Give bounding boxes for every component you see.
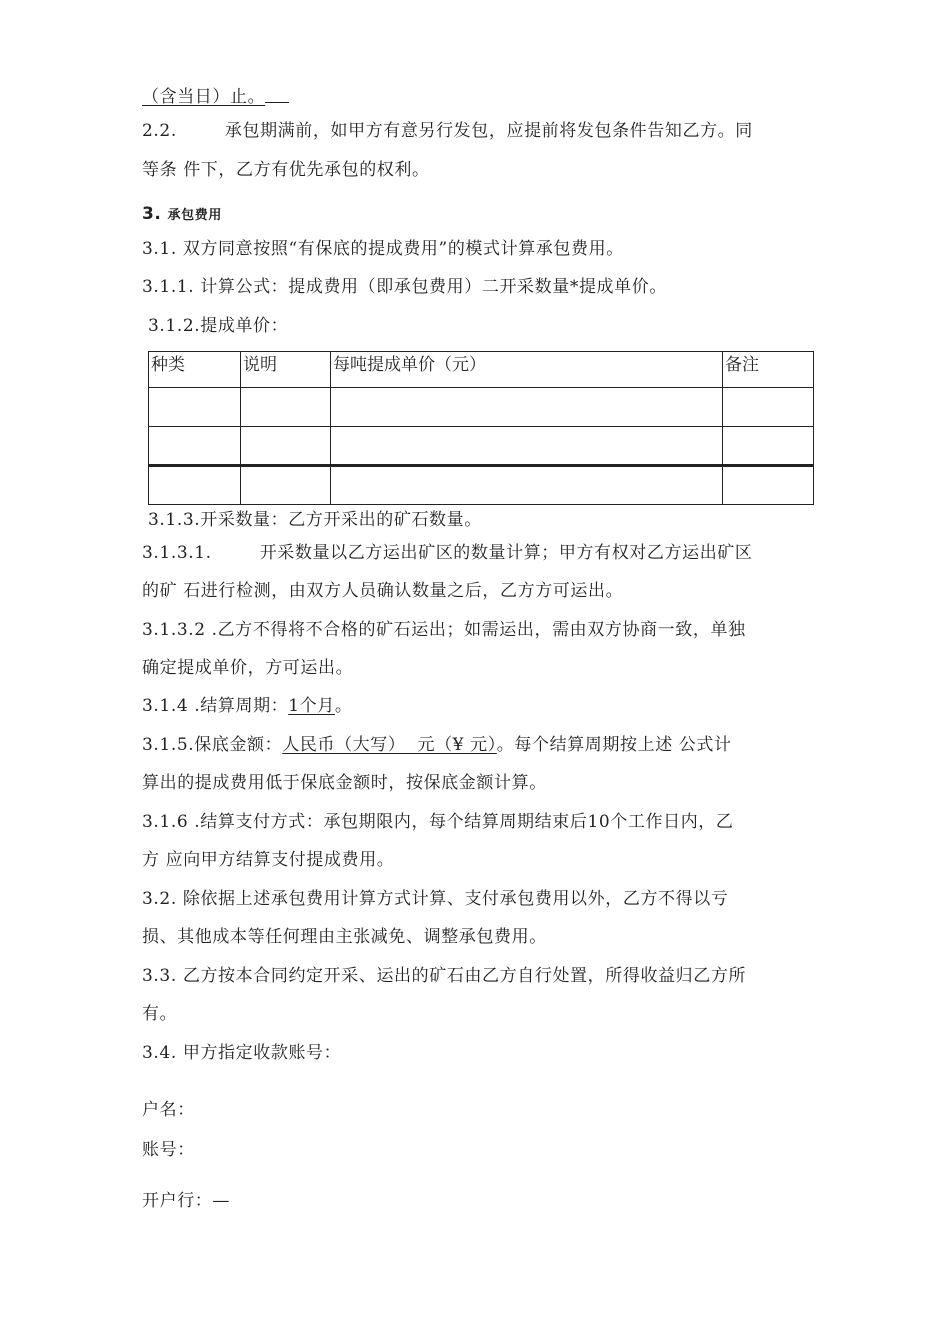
underline-tail [265,84,289,103]
table-cell [331,427,723,466]
clause-3-1-3-1: 3.1.3.1. 开采数量以乙方运出矿区的数量计算；甲方有权对乙方运出矿区 [142,543,753,563]
account-number-field: 账号： [142,1140,195,1160]
clause-2-2-cont: 等条 件下，乙方有优先承包的权利。 [142,160,430,180]
table-row [149,427,814,466]
date-inclusive-underlined: （含当日）止。 [142,87,266,107]
table-cell [331,466,723,505]
settlement-period-label: 3.1.4 .结算周期： [142,696,289,716]
table-cell [331,388,723,427]
clause-3-3-cont: 有。 [142,1004,178,1024]
header-remarks: 备注 [723,352,814,388]
table-cell [241,466,331,505]
clause-3-3: 3.3. 乙方按本合同约定开采、运出的矿石由乙方自行处置，所得收益归乙方所 [142,966,747,986]
clause-3-1-5-cont: 算出的提成费用低于保底金额时，按保底金额计算。 [142,773,547,793]
header-type: 种类 [149,352,241,388]
table-cell [241,388,331,427]
clause-3-1-3-1-cont: 的矿 石进行检测，由双方人员确认数量之后，乙方方可运出。 [142,581,624,601]
bank-field: 开户行：— [142,1191,230,1211]
clause-3-1-3-2-cont: 确定提成单价，方可运出。 [142,658,354,678]
section-title: 承包费用 [167,208,222,223]
minimum-amount-rest: 。每个结算周期按上述 公式计 [496,735,732,755]
table-cell [723,427,814,466]
clause-3-1-4 [142,693,353,719]
clause-3-2: 3.2. 除依据上述承包费用计算方式计算、支付承包费用以外，乙方不得以亏 [142,889,729,909]
minimum-amount-value: 人民币（大写） 元（¥ 元） [282,735,497,755]
minimum-amount-label: 3.1.5.保底金额： [142,735,283,755]
settlement-period-end: 。 [334,696,353,716]
table-cell [149,388,241,427]
clause-3-1-3: 3.1.3.开采数量：乙方开采出的矿石数量。 [148,510,482,530]
table-cell [149,466,241,505]
clause-3-2-cont: 损、其他成本等任何理由主张减免、调整承包费用。 [142,927,547,947]
clause-3-1: 3.1. 双方同意按照“有保底的提成费用”的模式计算承包费用。 [142,239,624,259]
line-date-end [142,84,289,110]
clause-3-1-5 [142,732,732,758]
account-name-field: 户名： [142,1100,195,1120]
table-cell [149,427,241,466]
table-row [149,466,814,505]
section-number: 3. [142,204,162,224]
clause-3-1-6-cont: 方 应向甲方结算支付提成费用。 [142,850,395,870]
clause-3-1-3-2: 3.1.3.2 .乙方不得将不合格的矿石运出；如需运出，需由双方协商一致，单独 [142,620,746,640]
clause-3-4: 3.4. 甲方指定收款账号： [142,1043,342,1063]
table-cell [723,388,814,427]
clause-3-1-2: 3.1.2.提成单价： [148,316,289,336]
table-row [149,388,814,427]
clause-3-1-6: 3.1.6 .结算支付方式：承包期限内，每个结算周期结束后10个工作日内，乙 [142,812,734,832]
rate-table [148,351,814,505]
settlement-period-value: 1个月 [288,696,335,716]
section-heading-3 [142,201,222,229]
clause-2-2: 2.2. 承包期满前，如甲方有意另行发包，应提前将发包条件告知乙方。同 [142,121,753,141]
table-cell [241,427,331,466]
table-cell [723,466,814,505]
header-unit-rate: 每吨提成单价（元） [331,352,723,388]
header-description: 说明 [241,352,331,388]
table-header-row [149,352,814,388]
clause-3-1-1: 3.1.1. 计算公式：提成费用（即承包费用）二开采数量*提成单价。 [142,277,667,297]
